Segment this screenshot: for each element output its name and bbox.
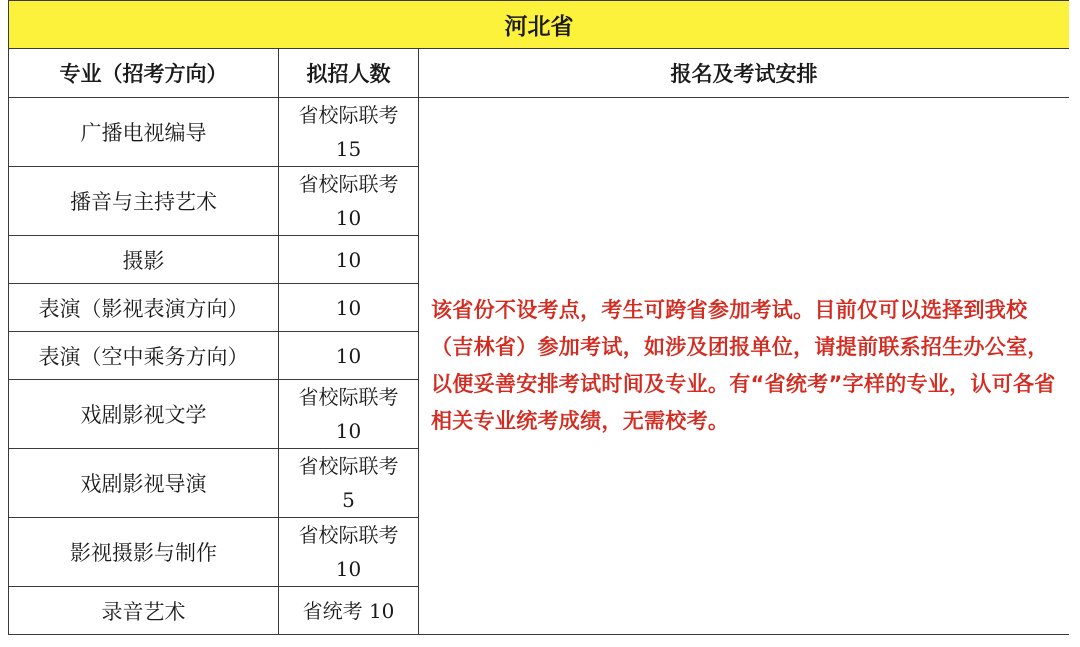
quota-cell: 10 [279,332,419,380]
plan-type: 省校际联考 [298,454,399,478]
admissions-table [8,0,1069,635]
quota-cell [279,167,419,236]
plan-count: 15 [335,137,362,161]
major-cell: 摄影 [9,236,279,284]
major-cell: 广播电视编导 [9,98,279,167]
quota-cell [279,380,419,449]
plan-type: 省校际联考 [298,172,399,196]
table-row [9,98,1070,167]
plan-count: 10 [335,206,362,230]
quota-cell: 省统考 10 [279,587,419,635]
header-arrangement: 报名及考试安排 [419,49,1070,98]
major-cell: 戏剧影视文学 [9,380,279,449]
plan-count: 10 [335,557,362,581]
arrangement-note: 该省份不设考点，考生可跨省参加考试。目前仅可以选择到我校（吉林省）参加考试，如涉及团报单位，请提前联系招生办公室，以便妥善安排考试时间及专业。有“省统考”字样的专业，认可各省相关专业统考成绩，无需校考。 [419,98,1070,635]
header-quota: 拟招人数 [279,49,419,98]
plan-type: 省校际联考 [298,523,399,547]
quota-cell: 10 [279,284,419,332]
major-cell: 录音艺术 [9,587,279,635]
admissions-table-container [8,0,1069,647]
quota-cell [279,98,419,167]
major-cell: 表演（影视表演方向） [9,284,279,332]
province-title: 河北省 [9,1,1070,49]
plan-count: 10 [335,419,362,443]
major-cell: 戏剧影视导演 [9,449,279,518]
quota-cell [279,449,419,518]
header-major: 专业（招考方向） [9,49,279,98]
plan-count: 5 [342,488,355,512]
major-cell: 播音与主持艺术 [9,167,279,236]
major-cell: 表演（空中乘务方向） [9,332,279,380]
quota-cell: 10 [279,236,419,284]
quota-cell [279,518,419,587]
plan-type: 省校际联考 [298,385,399,409]
plan-type: 省校际联考 [298,103,399,127]
major-cell: 影视摄影与制作 [9,518,279,587]
